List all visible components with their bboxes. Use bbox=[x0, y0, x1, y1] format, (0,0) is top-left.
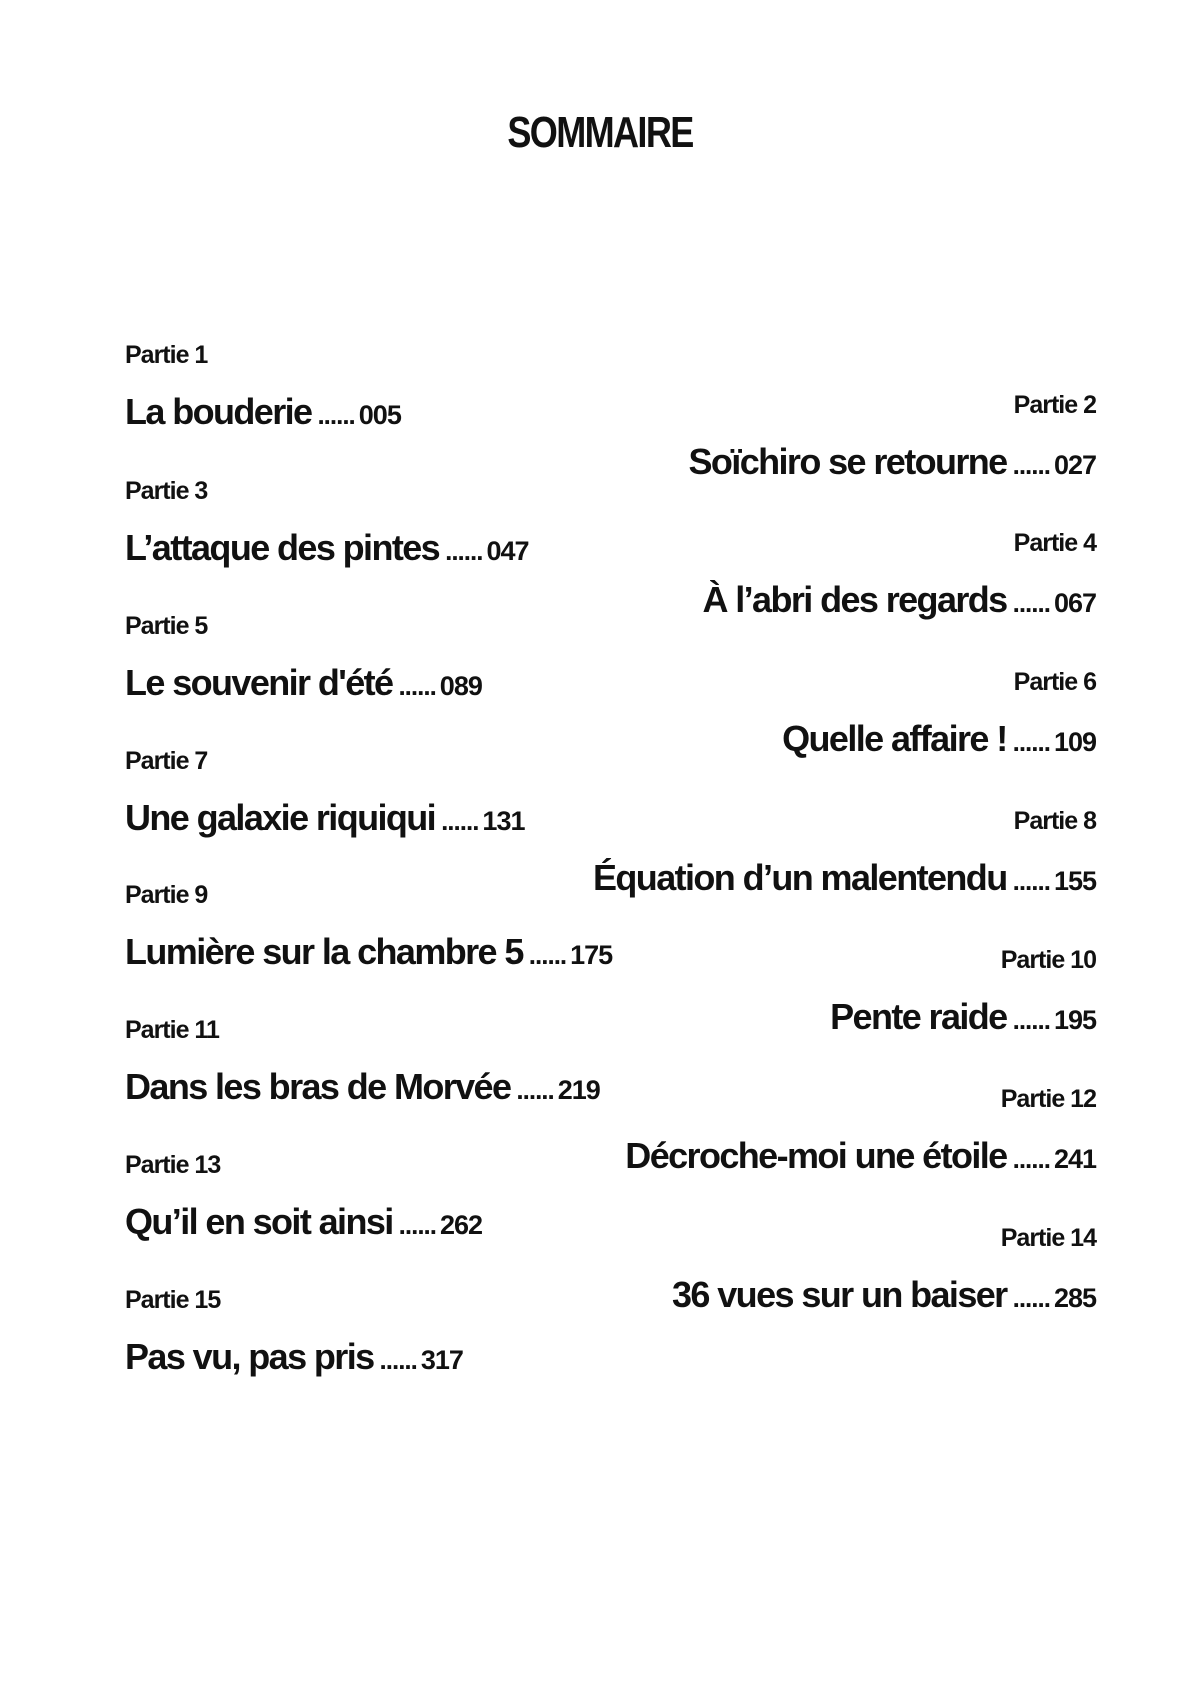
part-label: Partie 11 bbox=[125, 1016, 219, 1044]
part-label: Partie 1 bbox=[125, 341, 208, 369]
part-title: Qu’il en soit ainsi bbox=[125, 1201, 393, 1242]
page-number: 131 bbox=[482, 806, 525, 836]
part-title: Une galaxie riquiqui bbox=[125, 797, 436, 838]
part-label: Partie 6 bbox=[1013, 668, 1096, 696]
dot-leader: ...... bbox=[1012, 588, 1050, 618]
part-label: Partie 15 bbox=[125, 1286, 221, 1314]
dot-leader: ...... bbox=[1012, 1144, 1050, 1174]
dot-leader: ...... bbox=[398, 671, 436, 701]
part-label: Partie 5 bbox=[125, 612, 208, 640]
part-label: Partie 14 bbox=[1000, 1224, 1096, 1252]
page-number: 195 bbox=[1053, 1005, 1096, 1035]
dot-leader: ...... bbox=[379, 1345, 417, 1375]
part-label: Partie 2 bbox=[1013, 391, 1096, 419]
page-title: SOMMAIRE bbox=[507, 108, 693, 157]
dot-leader: ...... bbox=[1012, 1005, 1050, 1035]
dot-leader: ...... bbox=[516, 1075, 554, 1105]
page-number: 155 bbox=[1053, 866, 1096, 896]
page-number: 109 bbox=[1053, 727, 1096, 757]
part-title: Lumière sur la chambre 5 bbox=[125, 931, 523, 972]
dot-leader: ...... bbox=[1012, 450, 1050, 480]
toc-entry[interactable] bbox=[536, 390, 1096, 490]
dot-leader: ...... bbox=[445, 536, 483, 566]
dot-leader: ...... bbox=[528, 940, 567, 970]
page-number: 089 bbox=[439, 671, 482, 701]
part-title: La bouderie bbox=[125, 391, 312, 432]
part-label: Partie 8 bbox=[1013, 807, 1096, 835]
page-number: 027 bbox=[1053, 450, 1096, 480]
page-number: 005 bbox=[358, 400, 401, 430]
part-label: Partie 7 bbox=[125, 747, 208, 775]
part-title: Équation d’un malentendu bbox=[593, 857, 1007, 898]
part-title: Dans les bras de Morvée bbox=[125, 1066, 511, 1107]
dot-leader: ...... bbox=[317, 400, 355, 430]
part-title: Pente raide bbox=[830, 996, 1007, 1037]
part-label: Partie 3 bbox=[125, 477, 208, 505]
part-label: Partie 9 bbox=[125, 881, 208, 909]
part-label: Partie 13 bbox=[125, 1151, 221, 1179]
page-number: 219 bbox=[557, 1075, 600, 1105]
page-number: 067 bbox=[1053, 588, 1096, 618]
dot-leader: ...... bbox=[441, 806, 479, 836]
part-title: À l’abri des regards bbox=[702, 579, 1007, 620]
page-number: 047 bbox=[486, 536, 529, 566]
part-title: Pas vu, pas pris bbox=[125, 1336, 374, 1377]
page-number: 175 bbox=[570, 940, 613, 970]
part-label: Partie 4 bbox=[1013, 529, 1096, 557]
dot-leader: ...... bbox=[1012, 727, 1050, 757]
part-title: Quelle affaire ! bbox=[782, 718, 1007, 759]
part-label: Partie 12 bbox=[1000, 1085, 1096, 1113]
page-number: 241 bbox=[1053, 1144, 1096, 1174]
dot-leader: ...... bbox=[1012, 866, 1050, 896]
page-number: 285 bbox=[1053, 1283, 1096, 1313]
part-title: Soïchiro se retourne bbox=[688, 441, 1007, 482]
part-title: Le souvenir d'été bbox=[125, 662, 393, 703]
dot-leader: ...... bbox=[398, 1210, 436, 1240]
part-title: 36 vues sur un baiser bbox=[672, 1274, 1007, 1315]
dot-leader: ...... bbox=[1012, 1283, 1050, 1313]
page-number: 317 bbox=[420, 1345, 463, 1375]
part-label: Partie 10 bbox=[1000, 946, 1096, 974]
part-title: Décroche-moi une étoile bbox=[625, 1135, 1007, 1176]
page-number: 262 bbox=[440, 1210, 483, 1240]
part-title: L’attaque des pintes bbox=[125, 527, 440, 568]
toc-entry[interactable] bbox=[125, 1285, 685, 1385]
